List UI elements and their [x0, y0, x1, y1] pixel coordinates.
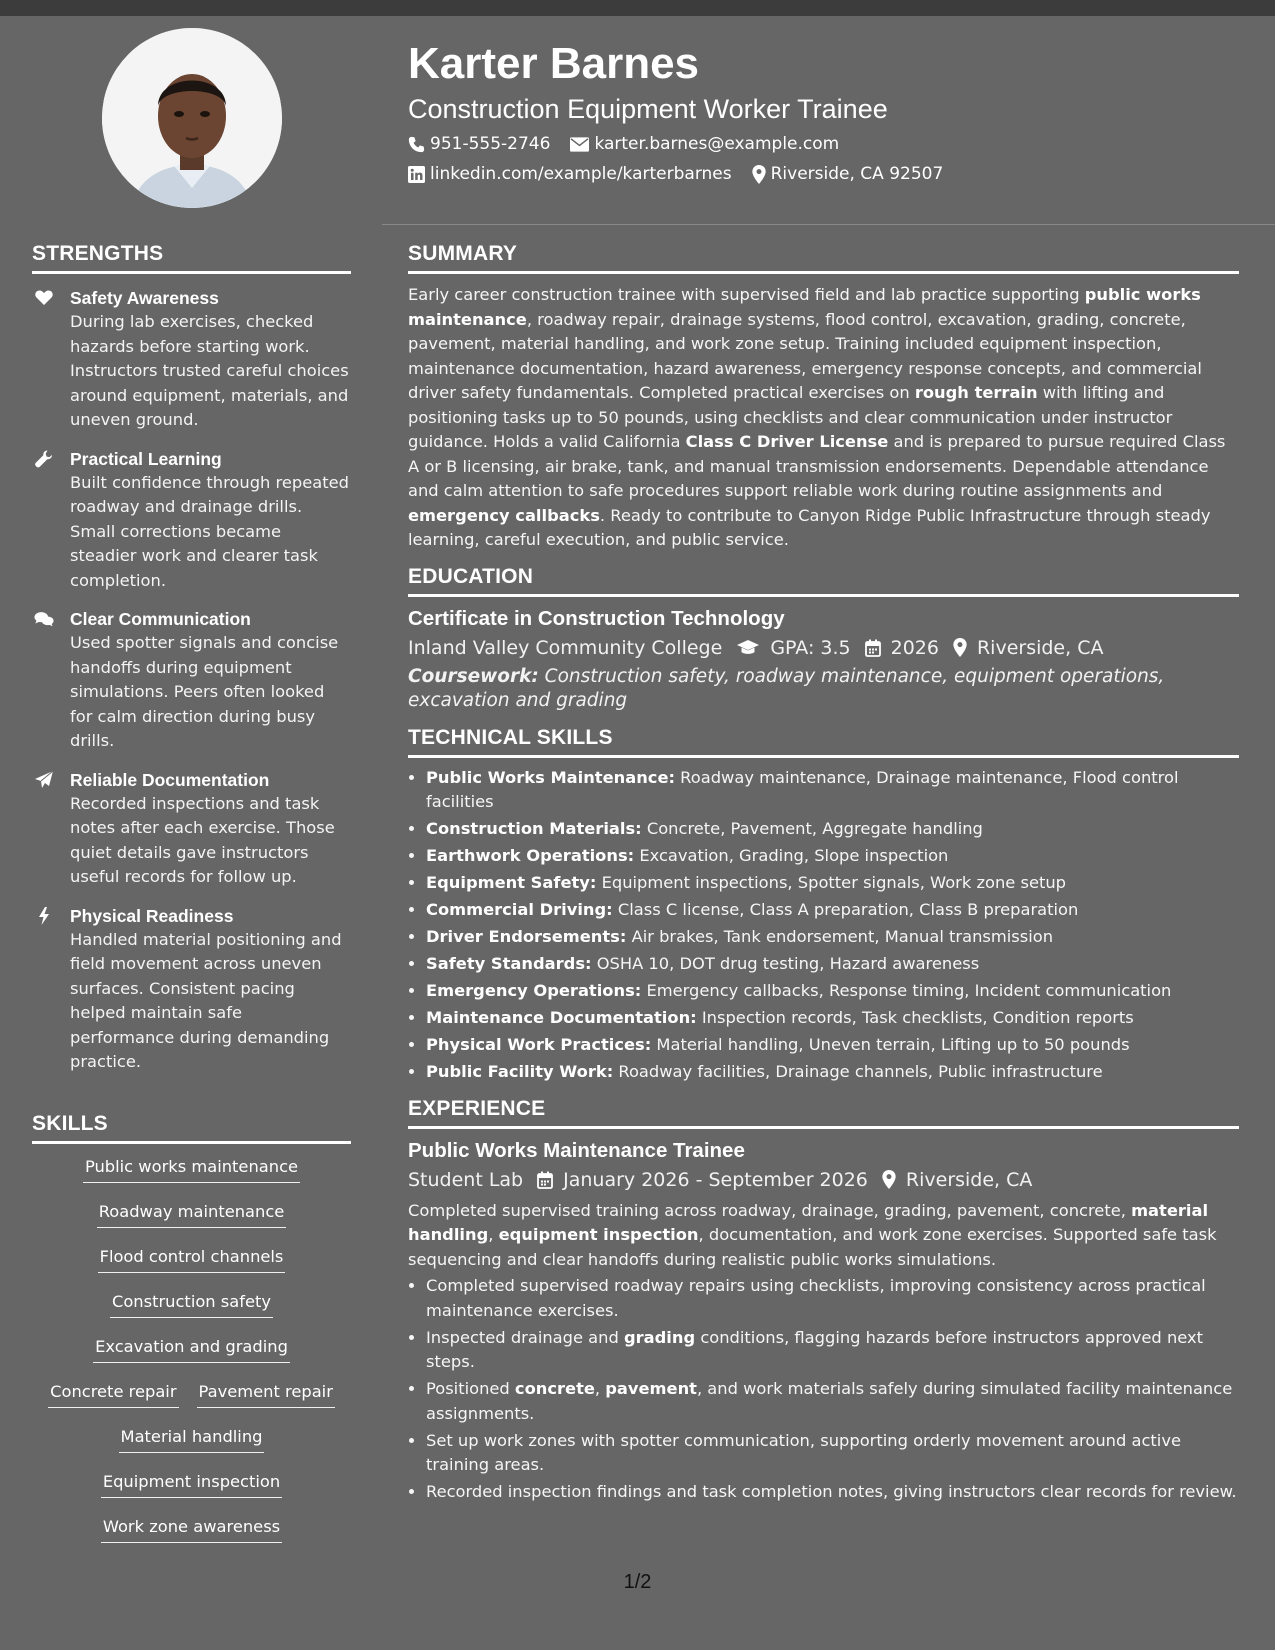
technical-skill-item: • Commercial Driving: Class C license, Class A preparation, Class B preparation	[426, 898, 1239, 923]
linkedin-contact[interactable]	[408, 162, 732, 186]
skill-tag: Flood control channels	[98, 1246, 286, 1273]
strengths-section	[32, 242, 351, 1075]
strength-text: Built confidence through repeated roadway and drainage drills. Small corrections became steadier work and clearer task completion.	[70, 472, 349, 590]
technical-skill-item: • Public Facility Work: Roadway facilities, Drainage channels, Public infrastructure	[426, 1060, 1239, 1085]
skill-row	[32, 1426, 351, 1471]
technical-skills-list	[408, 766, 1239, 1085]
job-meta	[408, 1165, 1239, 1195]
degree-title: Certificate in Construction Technology	[408, 606, 785, 630]
skill-tag: Work zone awareness	[101, 1516, 282, 1543]
school-name: Inland Valley Community College	[408, 636, 723, 659]
bolt-icon	[34, 906, 54, 926]
strength-item	[32, 286, 351, 433]
email-address: karter.barnes@example.com	[594, 134, 840, 154]
strength-title: Clear Communication	[70, 609, 251, 629]
skill-row	[32, 1246, 351, 1291]
technical-skill-item: • Public Works Maintenance: Roadway maintenance, Drainage maintenance, Flood control facilities	[426, 766, 1239, 815]
employer: Student Lab	[408, 1168, 524, 1191]
job-location: Riverside, CA	[882, 1165, 1033, 1195]
phone-icon	[408, 136, 425, 153]
experience-bullet: • Positioned concrete, pavement, and work materials safely during simulated facility maintenance assignments.	[426, 1377, 1239, 1426]
strength-text: Used spotter signals and concise handoffs during equipment simulations. Peers often looked for calm direction during busy drills.	[70, 633, 339, 750]
technical-skill-item: • Maintenance Documentation: Inspection records, Task checklists, Condition reports	[426, 1006, 1239, 1031]
linkedin-icon	[408, 166, 425, 183]
skill-tag: Pavement repair	[197, 1381, 335, 1408]
summary-heading: SUMMARY	[408, 242, 1239, 274]
strength-item	[32, 607, 351, 754]
coursework	[408, 665, 1239, 714]
experience-bullet: • Set up work zones with spotter communication, supporting orderly movement around active training areas.	[426, 1429, 1239, 1478]
wrench-icon	[34, 449, 54, 469]
education-heading: EDUCATION	[408, 565, 1239, 597]
skill-tag: Excavation and grading	[93, 1336, 290, 1363]
skill-tags	[32, 1156, 351, 1561]
paper-plane-icon	[34, 770, 54, 790]
strength-title: Physical Readiness	[70, 905, 234, 926]
strength-title: Reliable Documentation	[70, 769, 270, 790]
skill-row	[32, 1336, 351, 1381]
resume-page	[0, 16, 1275, 1650]
strength-item	[32, 768, 351, 890]
candidate-role: Construction Equipment Worker Trainee	[408, 94, 888, 124]
strength-title: Safety Awareness	[70, 288, 219, 308]
technical-skill-item: • Physical Work Practices: Material handling, Uneven terrain, Lifting up to 50 pounds	[426, 1033, 1239, 1058]
technical-skill-item: • Earthwork Operations: Excavation, Grading, Slope inspection	[426, 844, 1239, 869]
strength-text: During lab exercises, checked hazards before starting work. Instructors trusted careful choices around equipment, materials, and uneven ground.	[70, 312, 349, 429]
experience-bullet: • Inspected drainage and grading conditions, flagging hazards before instructors approved next steps.	[426, 1326, 1239, 1375]
skill-tag: Concrete repair	[48, 1381, 178, 1408]
job-dates: January 2026 - September 2026	[537, 1165, 868, 1195]
experience-heading: EXPERIENCE	[408, 1097, 1239, 1129]
strength-text: Recorded inspections and task notes after each exercise. Those quiet details gave instructors useful records for follow up.	[70, 793, 335, 886]
skill-tag: Public works maintenance	[83, 1156, 300, 1183]
contact-row-2	[408, 162, 1248, 186]
map-pin-icon	[953, 638, 967, 657]
strength-title: Practical Learning	[70, 448, 222, 469]
profile-photo	[102, 28, 282, 208]
coursework-label: Coursework:	[408, 665, 539, 687]
envelope-icon	[570, 137, 589, 152]
experience-bullet: • Recorded inspection findings and task completion notes, giving instructors clear records for review.	[426, 1480, 1239, 1505]
candidate-name: Karter Barnes	[408, 39, 700, 88]
school-location: Riverside, CA	[953, 633, 1104, 663]
calendar-icon	[865, 639, 881, 657]
strength-item	[32, 904, 351, 1075]
header	[408, 38, 1248, 186]
skill-row	[32, 1381, 351, 1426]
phone-contact[interactable]	[408, 132, 550, 156]
experience-bullets	[408, 1274, 1239, 1505]
education-meta	[408, 633, 1239, 663]
technical-skill-item: • Equipment Safety: Equipment inspections, Spotter signals, Work zone setup	[426, 871, 1239, 896]
graduation-year: 2026	[865, 633, 939, 663]
education-section	[408, 565, 1239, 714]
coursework-text: Construction safety, roadway maintenance, equipment operations, excavation and grading	[408, 665, 1165, 711]
skills-heading: SKILLS	[32, 1112, 351, 1144]
experience-bullet: • Completed supervised roadway repairs using checklists, improving consistency across practical maintenance exercises.	[426, 1274, 1239, 1323]
skill-tag: Equipment inspection	[101, 1471, 282, 1498]
technical-skills-section	[408, 726, 1239, 1085]
map-pin-icon	[752, 165, 766, 184]
email-contact[interactable]	[570, 132, 839, 156]
heart-icon	[34, 288, 54, 308]
experience-section	[408, 1097, 1239, 1505]
right-column	[408, 242, 1239, 1517]
header-divider	[382, 224, 1275, 225]
strength-item	[32, 447, 351, 594]
contact-row	[408, 132, 1248, 156]
phone-number: 951-555-2746	[430, 134, 551, 154]
skill-row	[32, 1516, 351, 1561]
location-text: Riverside, CA 92507	[770, 164, 944, 184]
skill-row	[32, 1201, 351, 1246]
job-title: Public Works Maintenance Trainee	[408, 1138, 745, 1162]
page-number: 1/2	[623, 1571, 652, 1593]
skills-section	[32, 1112, 351, 1561]
graduation-cap-icon	[736, 639, 760, 657]
summary-section	[408, 242, 1239, 553]
experience-intro: Completed supervised training across roadway, drainage, grading, pavement, concrete, material handling, equipment inspection, documentation, and work zone exercises. Supported safe task sequencing and clear handoffs during realistic public works simulations.	[408, 1200, 1217, 1269]
skill-tag: Construction safety	[110, 1291, 273, 1318]
technical-skill-item: • Emergency Operations: Emergency callbacks, Response timing, Incident communication	[426, 979, 1239, 1004]
technical-skill-item: • Driver Endorsements: Air brakes, Tank endorsement, Manual transmission	[426, 925, 1239, 950]
map-pin-icon	[882, 1170, 896, 1189]
left-column	[0, 16, 382, 1650]
skill-tag: Roadway maintenance	[97, 1201, 287, 1228]
location-contact	[752, 162, 944, 186]
strength-text: Handled material positioning and field movement across uneven surfaces. Consistent pacing helped maintain safe performance during demanding practice.	[70, 929, 342, 1071]
skill-row	[32, 1291, 351, 1336]
calendar-icon	[537, 1171, 553, 1189]
technical-skills-heading: TECHNICAL SKILLS	[408, 726, 1239, 758]
gpa: GPA: 3.5	[736, 633, 850, 663]
skill-row	[32, 1156, 351, 1201]
linkedin-url: linkedin.com/example/karterbarnes	[430, 164, 732, 184]
strengths-heading: STRENGTHS	[32, 242, 351, 274]
skill-tag: Material handling	[119, 1426, 265, 1453]
technical-skill-item: • Safety Standards: OSHA 10, DOT drug testing, Hazard awareness	[426, 952, 1239, 977]
comments-icon	[34, 609, 54, 629]
skill-row	[32, 1471, 351, 1516]
summary-text: Early career construction trainee with supervised field and lab practice supporting public works maintenance, roadway repair, drainage systems, flood control, excavation, grading, concrete, pavement, material handling, and work zone setup. Training included equipment inspection, maintenance documentation, hazard awareness, emergency response concepts, and commercial driver safety fundamentals. Completed practical exercises on rough terrain with lifting and positioning tasks up to 50 pounds, using checklists and clear communication under instructor guidance. Holds a valid California Class C Driver License and is prepared to pursue required Class A or B licensing, air brake, tank, and manual transmission endorsements. Dependable attendance and calm attention to safe procedures support reliable work during routine assignments and emergency callbacks. Ready to contribute to Canyon Ridge Public Infrastructure through steady learning, careful execution, and public service.	[408, 285, 1226, 549]
technical-skill-item: • Construction Materials: Concrete, Pavement, Aggregate handling	[426, 817, 1239, 842]
